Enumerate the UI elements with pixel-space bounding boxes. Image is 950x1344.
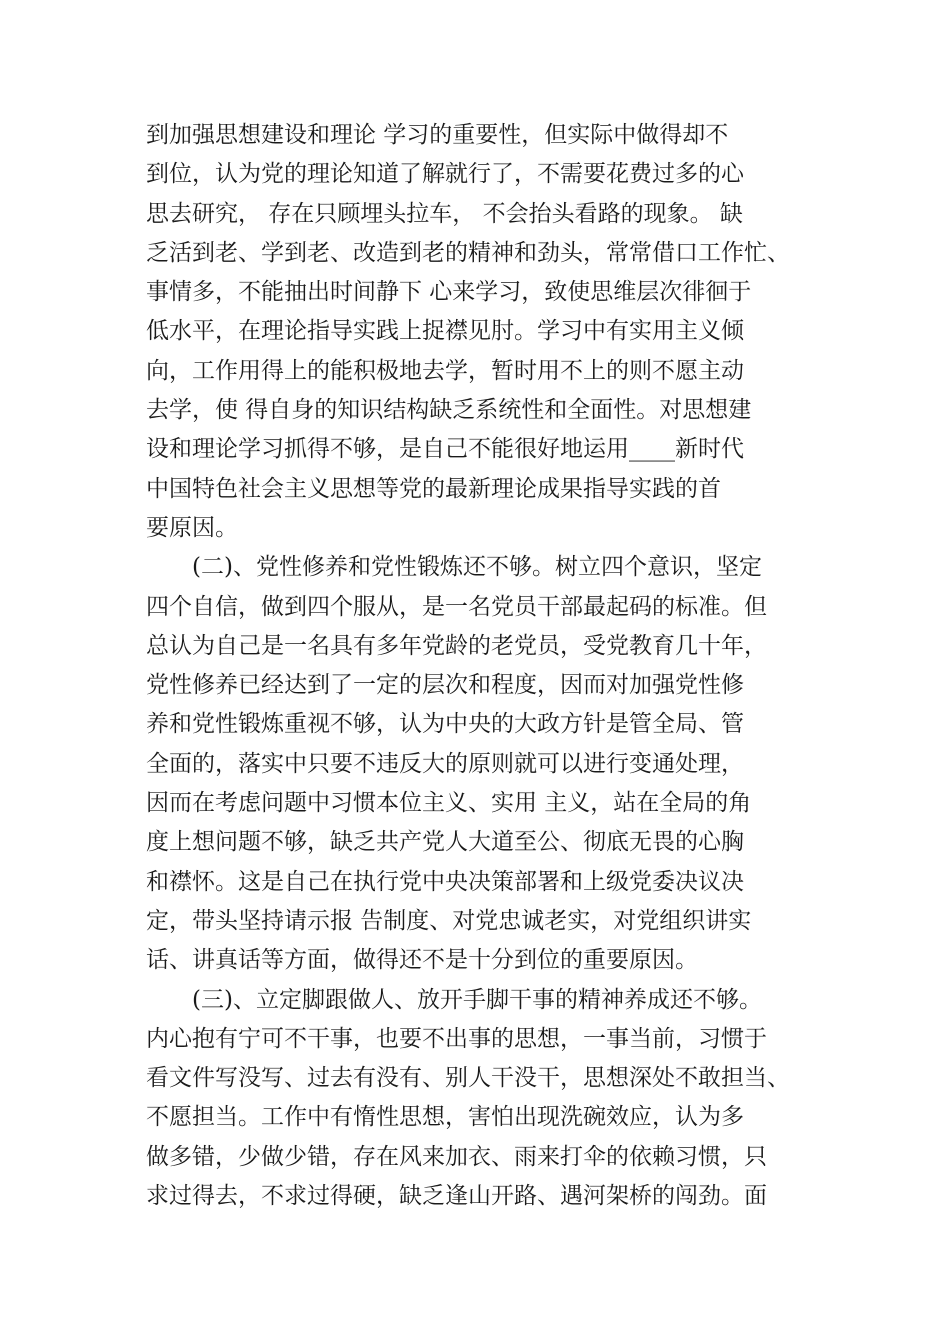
text-line: 全面的，落实中只要不违反大的原则就可以进行变通处理，	[146, 750, 744, 777]
text-line: 去学，使 得自身的知识结构缺乏系统性和全面性。对思想建	[146, 397, 752, 424]
text-line: 总认为自己是一名具有多年党龄的老党员，受党教育几十年，	[146, 632, 767, 659]
text-line: 定，带头坚持请示报 告制度、对党忠诚老实，对党组织讲实	[146, 907, 752, 934]
body-text	[146, 116, 836, 1216]
text-line: 思去研究， 存在只顾埋头拉车， 不会抬头看路的现象。 缺	[146, 200, 743, 227]
text-line: 度上想问题不够，缺乏共产党人大道至公、彻底无畏的心胸	[146, 829, 744, 856]
text-line: 内心抱有宁可不干事，也要不出事的思想，一事当前，习惯于	[146, 1025, 767, 1052]
text-line: 养和党性锻炼重视不够，认为中央的大政方针是管全局、管	[146, 711, 744, 738]
text-line: 要原因。	[146, 514, 238, 541]
text-line: 中国特色社会主义思想等党的最新理论成果指导实践的首	[146, 475, 721, 502]
text-line: 党性修养已经达到了一定的层次和程度，因而对加强党性修	[146, 672, 744, 699]
text-line: 事情多，不能抽出时间静下 心来学习，致使思维层次徘徊于	[146, 279, 752, 306]
text-line: 因而在考虑问题中习惯本位主义、实用 主义，站在全局的角	[146, 790, 752, 817]
section-heading-2: (二)、党性修养和党性锻炼还不够。树立四个意识，坚定	[192, 554, 762, 581]
text-line: 做多错，少做少错，存在风来加衣、雨来打伞的依赖习惯，只	[146, 1143, 767, 1170]
text-line: 话、讲真话等方面，做得还不是十分到位的重要原因。	[146, 947, 698, 974]
text-line: 低水平，在理论指导实践上捉襟见肘。学习中有实用主义倾	[146, 318, 744, 345]
text-line: 看文件写没写、过去有没有、别人干没干，思想深处不敢担当、	[146, 1065, 790, 1092]
text-line: 向，工作用得上的能积极地去学，暂时用不上的则不愿主动	[146, 357, 744, 384]
section-heading-3: (三)、立定脚跟做人、放开手脚干事的精神养成还不够。	[192, 986, 762, 1013]
text-line: 和襟怀。这是自己在执行党中央决策部署和上级党委决议决	[146, 868, 744, 895]
text-line: 到位，认为党的理论知道了解就行了，不需要花费过多的心	[146, 161, 744, 188]
text-line: 四个自信，做到四个服从，是一名党员干部最起码的标准。但	[146, 593, 767, 620]
text-line: 到加强思想建设和理论 学习的重要性，但实际中做得却不	[146, 122, 729, 148]
text-line: 求过得去，不求过得硬，缺乏逢山开路、遇河架桥的闯劲。面	[146, 1183, 767, 1210]
text-line: 不愿担当。工作中有惰性思想，害怕出现洗碗效应，认为多	[146, 1104, 744, 1131]
text-line: 设和理论学习抓得不够，是自己不能很好地运用____新时代	[146, 436, 744, 463]
text-line: 乏活到老、学到老、改造到老的精神和劲头，常常借口工作忙、	[146, 239, 790, 266]
